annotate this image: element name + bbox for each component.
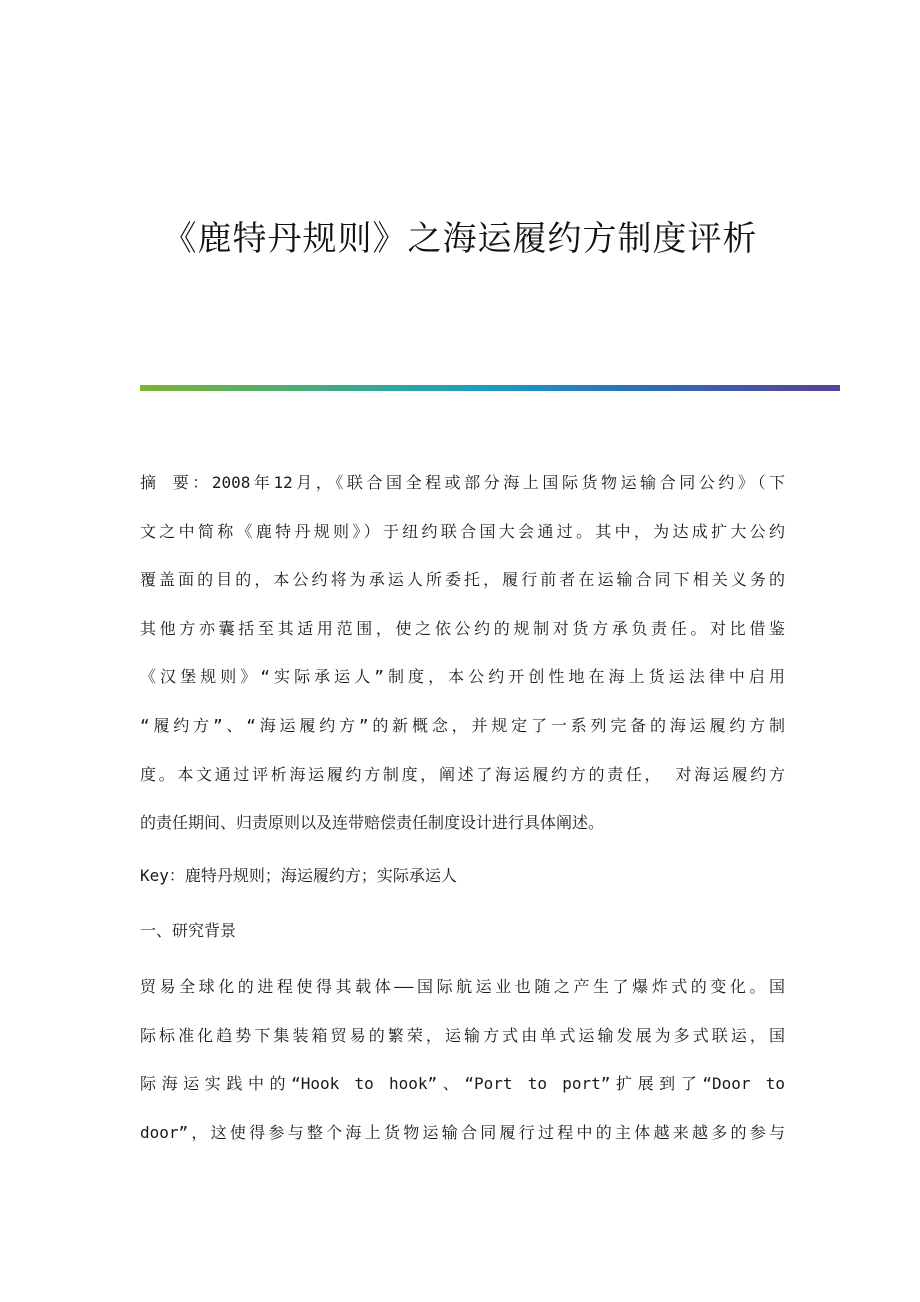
section-heading-text: 一、研究背景 <box>140 921 237 940</box>
page-title: 《鹿特丹规则》之海运履约方制度评析 <box>162 219 758 259</box>
abstract-line: 文之中简称《鹿特丹规则》）于纽约联合国大会通过。其中，为达成扩大公约 <box>140 521 785 541</box>
abstract-line: 覆盖面的目的，本公约将为承运人所委托，履行前者在运输合同下相关义务的 <box>140 570 785 590</box>
abstract-line: 《汉堡规则》“实际承运人”制度，本公约开创性地在海上货运法律中启用 <box>140 667 785 687</box>
abstract <box>140 459 785 848</box>
section-line: 贸易全球化的进程使得其载体——国际航运业也随之产生了爆炸式的变化。国 <box>140 977 785 996</box>
section-body <box>140 963 785 1157</box>
section-line: door”，这使得参与整个海上货物运输合同履行过程中的主体越来越多的参与 <box>140 1122 785 1142</box>
section-heading <box>140 907 785 956</box>
abstract-line: “履约方”、“海运履约方”的新概念，并规定了一系列完备的海运履约方制 <box>140 715 785 735</box>
keywords-line: Key：鹿特丹规则；海运履约方；实际承运人 <box>140 866 457 885</box>
abstract-line: 度。本文通过评析海运履约方制度，阐述了海运履约方的责任， 对海运履约方 <box>140 764 785 784</box>
section-line: 际标准化趋势下集装箱贸易的繁荣，运输方式由单式运输发展为多式联运，国 <box>140 1025 785 1045</box>
section-line: 际海运实践中的“Hook to hook”、“Port to port”扩展到了“Door to <box>140 1074 785 1094</box>
abstract-line: 的责任期间、归责原则以及连带赔偿责任制度设计进行具体阐述。 <box>140 813 605 833</box>
abstract-line: 摘 要：2008年12月，《联合国全程或部分海上国际货物运输合同公约》（下 <box>140 473 785 492</box>
keywords <box>140 852 785 901</box>
abstract-line: 其他方亦囊括至其适用范围，使之依公约的规制对货方承负责任。对比借鉴 <box>140 618 785 638</box>
title-divider <box>140 385 840 391</box>
